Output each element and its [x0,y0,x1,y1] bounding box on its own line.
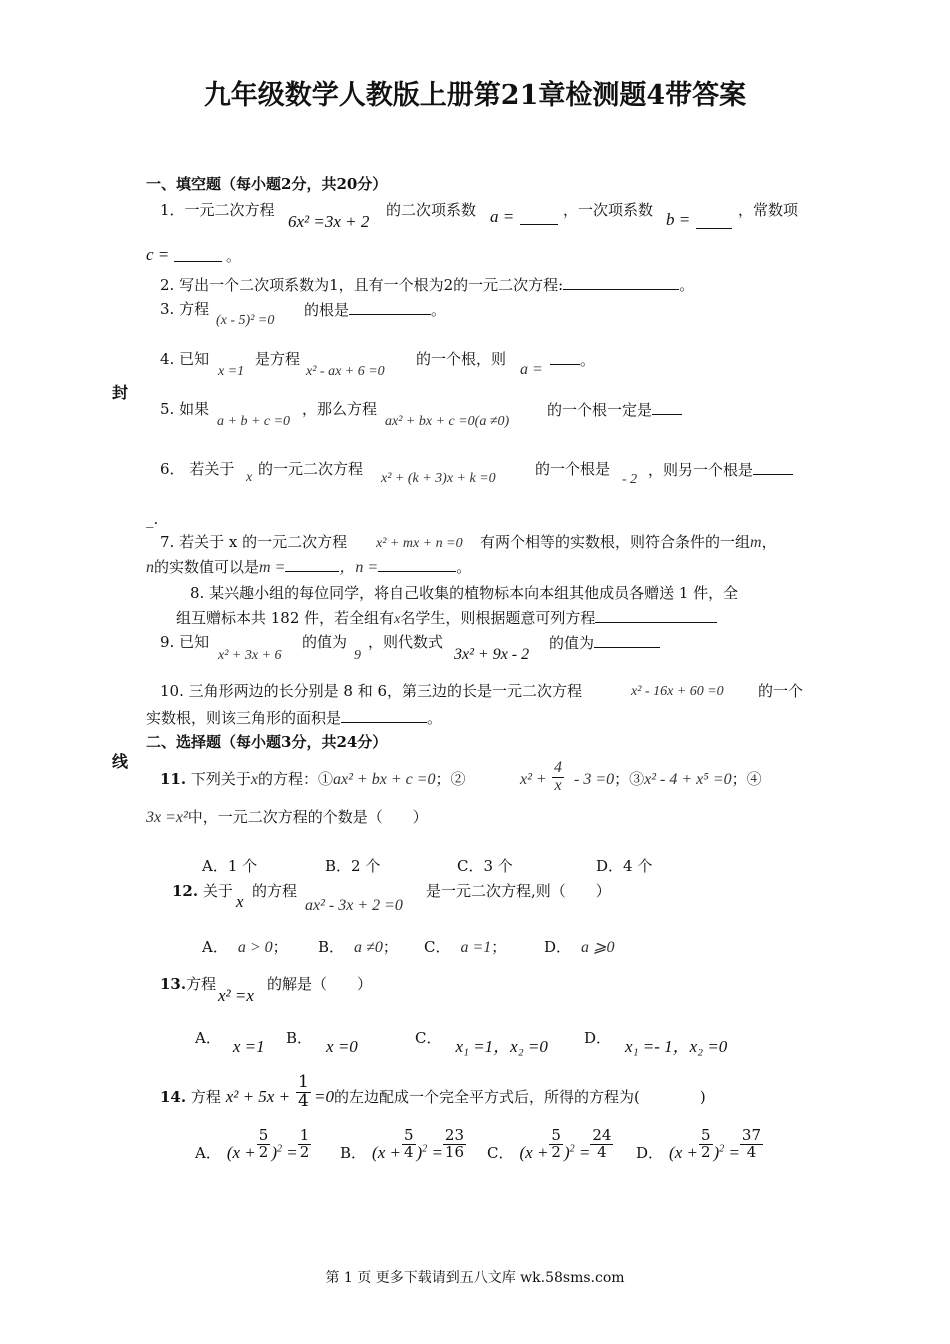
q1-sep1: ，一次项系数 [563,201,654,219]
q3-text-2: 的根是 [304,301,350,319]
q13-b-label: B． [286,1029,313,1047]
q14-c-in-num: 5 [551,1126,561,1144]
question-7 [160,533,347,551]
q12-text-3: 是一元二次方程,则（ ） [426,882,611,900]
q11-e2 [520,770,547,789]
q1-c-label: c = [146,245,170,264]
question-9 [160,633,209,651]
q4-blank[interactable] [550,350,580,365]
q11-text-2: 的方程：① [258,770,334,788]
q14-text: 方程 [190,1088,221,1106]
q4-eq1: x =1 [218,364,245,379]
q1-a-blank[interactable] [520,210,558,225]
q9-text-2: 的值为 [302,633,348,651]
q8-number: 8. [190,584,205,602]
q13-b-expr: x =0 [326,1037,358,1056]
q6-text-4: ，则另一个根是 [648,461,754,479]
question-1 [160,201,275,219]
q11-option-a[interactable]: A．1 个 [202,857,258,875]
q14-b-r-den: 16 [444,1142,465,1161]
q11-frac-num: 4 [554,759,562,776]
q9-blank[interactable] [594,633,660,648]
q12-d-expr: a ⩾0 [581,939,615,956]
q7-comma: ， [761,533,777,551]
q11-option-b[interactable]: B．2 个 [325,857,381,875]
question-4 [160,350,209,368]
q11-e2a: x² + [520,771,547,788]
page-footer: 第 1 页 更多下载请到五八文库 wk.58sms.com [325,1270,625,1286]
q14-option-a[interactable]: A． (x + $\frac{5}{2}$ )$^2$ = $\frac{1}{2}$ [195,1126,310,1163]
q1-b-label: b = [666,210,691,229]
q11-text-3: 中，一元二次方程的个数是（ ） [187,808,428,826]
q13-d-expr: x₁ =- 1，x₂ =0 [625,1037,728,1056]
q14-fraction [296,1074,311,1111]
q10-end: 。 [427,709,443,727]
q2-end: 。 [679,276,695,294]
q14-number: 14. [160,1088,187,1106]
q6-eq1: x [246,470,253,485]
q14-eq-b: =0 [314,1087,334,1106]
q12-text-2: 的方程 [252,882,298,900]
q3-text: 方程 [179,300,210,318]
q10-text-3: 实数根，则该三角形的面积是 [146,709,342,727]
q11-e3: x² - 4 + x⁵ =0 [644,771,732,788]
q14-d-label: D． [636,1144,664,1163]
q4-text-2: 是方程 [255,350,301,368]
q9-number: 9. [160,633,175,651]
q11-s1: ；② [435,770,466,788]
q4-end: 。 [580,351,596,369]
q14-a-in-num: 5 [258,1126,269,1144]
q11-e2b: - 3 =0 [574,771,615,788]
side-mark-xian: 线 [112,752,129,771]
q13-text-2: 的解是（ ） [267,975,373,993]
q1-a-label: a = [490,207,515,226]
q1-text: 一元二次方程 [184,201,275,219]
q14-b-in-num: 5 [403,1126,414,1144]
q12-a-end: ； [272,938,288,956]
q11-option-d[interactable]: D．4 个 [596,857,653,875]
q9-eq3: 3x² + 9x - 2 [454,646,530,663]
q6-tail [648,460,793,479]
q14-c-in-den: 2 [551,1142,561,1161]
q11-frac-den: x [554,776,562,794]
q14-text-2: 的左边配成一个完全平方式后，所得的方程为( ) [333,1088,706,1106]
q12-option-a[interactable] [202,938,288,957]
q12-x: x [236,892,244,911]
q4-text-3: 的一个根，则 [416,350,507,368]
question-10 [160,682,582,700]
q12-number: 12. [172,882,199,900]
q14-option-b[interactable]: B． (x + $\frac{5}{4}$ )$^2$ = $\frac{23}{16}$ [340,1126,465,1163]
section1-heading: 一、填空题（每小题2分，共20分） [146,175,388,193]
q7-eq: x² + mx + n =0 [376,536,463,551]
q12-c-end: ； [491,938,507,956]
q14-a-r-num: 1 [299,1126,310,1144]
q7-text-2a: 有两个相等的实数根，则符合条件的一组 [480,533,751,551]
q2-text: 写出一个二次项系数为1，且有一个根为2的一元二次方程: [179,276,564,294]
q13-option-d[interactable] [584,1028,728,1056]
q14-b-label: B． [340,1144,367,1163]
q11-e1: ax² + bx + c =0 [333,771,436,788]
q7-n-eq: ，n = [339,559,379,576]
q7-line2 [146,557,471,577]
q14-d-r-den: 4 [746,1142,757,1161]
q12-option-c[interactable] [424,938,506,957]
q11-s2: ；③ [614,770,645,788]
q13-a-expr: x =1 [232,1037,265,1056]
question-2 [160,275,694,294]
q9-eq2: 9 [354,648,361,663]
q14-a-label: A． [195,1144,221,1163]
q11-text: 下列关于 [190,770,251,788]
q3-tail [304,300,446,319]
q1-text-2: 的二次项系数 [386,201,477,219]
q13-option-b[interactable] [286,1028,358,1056]
q13-a-label: A． [195,1029,221,1047]
q14-eq-a: x² + 5x + [225,1087,291,1106]
q13-eq: x² =x [218,986,254,1005]
question-14 [160,1087,290,1107]
q13-text: 方程 [186,975,217,993]
q6-blank[interactable] [753,460,793,475]
q1-equation: 6x² =3x + 2 [288,212,370,231]
q7-number: 7. [160,533,175,551]
q3-number: 3. [160,300,175,318]
q14-d-in-den: 2 [700,1142,711,1161]
q8-x: x [394,612,401,627]
q1-number: 1． [160,201,185,219]
q8-blank[interactable] [595,608,717,623]
q11-rest [574,770,762,789]
q13-d-label: D． [584,1029,612,1047]
q14-c-r-num: 24 [592,1126,612,1144]
q2-number: 2. [160,276,175,294]
q13-number: 13. [160,975,187,993]
q3-equation: (x - 5)² =0 [216,313,275,328]
q5-text: 如果 [179,400,210,418]
q8-line2 [176,608,717,629]
q7-n: n [146,559,154,576]
q12-eq: ax² - 3x + 2 =0 [305,897,403,914]
q5-blank[interactable] [652,400,682,415]
q1-b-blank[interactable] [696,214,732,229]
q6-end: _. [146,510,159,528]
question-13 [160,975,216,993]
q10-text: 三角形两边的长分别是 8 和 6，第三边的长是一元二次方程 [188,682,583,700]
q11-option-c[interactable]: C．3 个 [457,857,513,875]
q10-line2 [146,708,442,727]
q11-s3: ；④ [731,770,762,788]
q4-eq2: x² - ax + 6 =0 [306,364,385,379]
q8-text: 某兴趣小组的每位同学，将自己收集的植物标本向本组其他成员各赠送 1 件，全 [209,584,739,602]
q14-c-r-den: 4 [597,1142,607,1161]
q11-fraction [552,760,564,795]
side-mark-feng: 封 [112,383,129,402]
q12-text: 关于 [202,882,233,900]
q14-d-in-num: 5 [700,1126,711,1144]
q4-text: 已知 [179,350,210,368]
q10-eq: x² - 16x + 60 =0 [631,684,724,699]
q12-option-d[interactable] [544,938,614,957]
q9-text: 已知 [179,633,210,651]
q9-text-4: 的值为 [549,634,595,652]
q12-option-b[interactable] [318,938,398,957]
q14-option-c[interactable]: C． (x + $\frac{5}{2}$ )$^2$ = $\frac{24}{4}$ [487,1126,612,1163]
q12-b-expr: a ≠0 [354,939,383,956]
q12-c-label: C． [424,938,451,956]
q1-sep2: ，常数项 [738,201,799,219]
q5-number: 5. [160,400,175,418]
q11-x: x [250,771,259,788]
q14-option-d[interactable]: D． (x + $\frac{5}{2}$ )$^2$ = $\frac{37}{4}$ [636,1126,762,1163]
q14-a-r-den: 2 [299,1142,310,1161]
q6-text: 若关于 [189,460,235,478]
q7-n-blank[interactable] [378,557,456,572]
page-title: 九年级数学人教版上册第21章检测题4带答案 [203,80,747,111]
q13-c-label: C． [415,1029,442,1047]
q14-frac-den: 4 [298,1090,309,1111]
q10-blank[interactable] [341,708,427,723]
q12-a-expr: a > 0 [237,939,273,956]
q11-line2 [146,808,428,827]
question-11 [160,770,466,789]
q11-e4: 3x =x² [146,809,188,826]
q14-tail [314,1087,706,1107]
q8-text-2b: 名学生，则根据题意可列方程 [400,609,596,627]
q7-m-blank[interactable] [285,557,339,572]
q5-tail [547,400,682,419]
q2-blank[interactable] [563,275,679,290]
q5-eq1: a + b + c =0 [217,414,291,429]
q6-text-3: 的一个根是 [535,460,611,478]
q10-text-2: 的一个 [758,682,804,700]
q9-tail [549,633,660,652]
q12-a-label: A． [202,938,228,956]
q12-d-label: D． [544,938,572,956]
q14-c-label: C． [487,1144,514,1163]
q14-d-r-num: 37 [741,1126,762,1144]
q14-a-in-den: 2 [258,1142,269,1161]
question-3 [160,300,209,318]
q4-tail [550,350,595,369]
q1-c-blank[interactable] [174,247,222,262]
q7-text-2 [480,533,777,552]
q10-number: 10. [160,682,184,700]
q14-b-r-num: 23 [444,1126,465,1144]
q9-text-3: ，则代数式 [368,633,444,651]
q14-frac-num: 1 [298,1072,309,1092]
q1-end: 。 [226,247,242,265]
q9-eq1: x² + 3x + 6 [218,648,282,663]
q14-b-in-den: 4 [403,1142,414,1161]
q7-m-eq: m = [259,559,286,576]
q5-eq2: ax² + bx + c =0(a ≠0) [385,414,510,429]
q5-text-3: 的一个根一定是 [547,401,653,419]
q4-number: 4. [160,350,175,368]
q3-blank[interactable] [349,300,431,315]
q3-end: 。 [431,301,447,319]
q8-text-2a: 组互赠标本共 182 件，若全组有 [176,609,395,627]
q7-text: 若关于 x 的一元二次方程 [179,533,348,551]
q12-c-expr: a =1 [460,939,492,956]
q5-text-2: ，那么方程 [302,400,378,418]
q4-eq3: a = [520,361,543,378]
question-12 [172,882,233,900]
q6-eq2: x² + (k + 3)x + k =0 [381,471,496,486]
q12-b-end: ； [382,938,398,956]
q7-m: m [750,534,762,551]
question-6 [160,460,234,478]
q6-text-2: 的一元二次方程 [258,460,364,478]
q13-option-c[interactable] [415,1028,548,1056]
q7-text-3: 的实数值可以是 [154,558,260,576]
section2-heading: 二、选择题（每小题3分，共24分） [146,733,388,751]
q12-b-label: B． [318,938,345,956]
question-8 [190,584,738,602]
q13-option-a[interactable] [195,1028,265,1056]
q6-number: 6． [160,460,185,478]
q11-number: 11. [160,770,187,788]
question-5 [160,400,209,418]
q6-eq3: - 2 [622,472,638,487]
q13-c-expr: x₁ =1，x₂ =0 [455,1037,548,1056]
q7-end: 。 [456,558,472,576]
